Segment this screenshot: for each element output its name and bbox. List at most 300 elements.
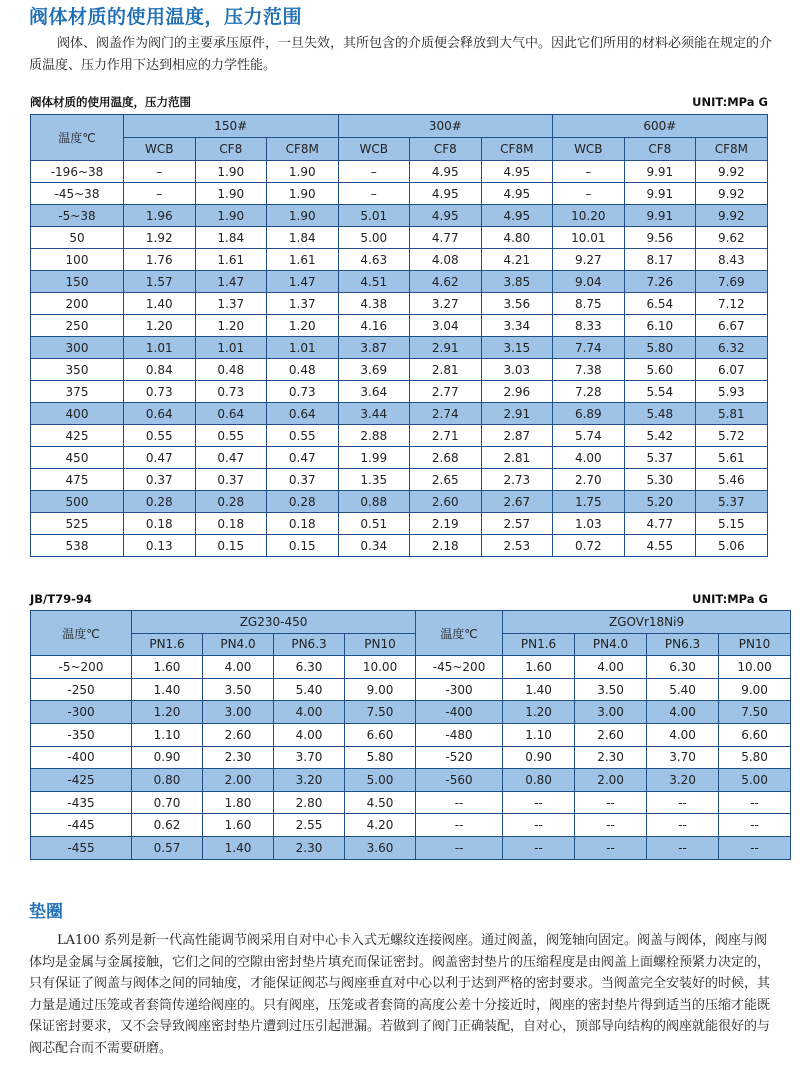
- pressure-cell: 4.62: [410, 271, 482, 293]
- pressure-cell: 0.37: [195, 469, 267, 491]
- temp-header-left: 温度℃: [31, 611, 132, 656]
- temperature-cell: -300: [416, 678, 503, 701]
- pressure-cell: --: [503, 836, 575, 859]
- temperature-cell: 400: [31, 403, 124, 425]
- temperature-cell: -435: [31, 791, 132, 814]
- pressure-cell: 0.64: [124, 403, 196, 425]
- temperature-cell: -425: [31, 769, 132, 792]
- pressure-cell: 9.92: [696, 205, 768, 227]
- pressure-cell: 5.80: [719, 746, 791, 769]
- pressure-cell: 5.48: [624, 403, 696, 425]
- pressure-cell: 2.53: [481, 535, 553, 557]
- table-row: [31, 227, 768, 249]
- temperature-cell: 50: [31, 227, 124, 249]
- temperature-cell: 200: [31, 293, 124, 315]
- temperature-cell: -45~38: [31, 183, 124, 205]
- pressure-cell: 1.90: [267, 183, 339, 205]
- pressure-cell: 1.40: [503, 678, 575, 701]
- pressure-cell: 9.91: [624, 205, 696, 227]
- class-150-header: 150#: [124, 115, 339, 138]
- pressure-cell: 4.80: [481, 227, 553, 249]
- temperature-cell: 300: [31, 337, 124, 359]
- pressure-cell: 2.91: [481, 403, 553, 425]
- pressure-cell: 2.87: [481, 425, 553, 447]
- pressure-cell: 5.15: [696, 513, 768, 535]
- pressure-cell: 3.56: [481, 293, 553, 315]
- temperature-cell: -45~200: [416, 656, 503, 679]
- pressure-cell: 6.30: [647, 656, 719, 679]
- pressure-cell: 0.70: [132, 791, 203, 814]
- temperature-cell: 538: [31, 535, 124, 557]
- pressure-cell: 7.28: [553, 381, 625, 403]
- pressure-cell: 7.50: [345, 701, 416, 724]
- pressure-cell: 2.73: [481, 469, 553, 491]
- pressure-cell: 4.00: [553, 447, 625, 469]
- table-row: [31, 447, 768, 469]
- pressure-cell: 2.67: [481, 491, 553, 513]
- table-row: [31, 469, 768, 491]
- pressure-cell: 4.95: [410, 161, 482, 183]
- temperature-cell: -400: [416, 701, 503, 724]
- pressure-cell: 5.54: [624, 381, 696, 403]
- pressure-cell: 3.70: [274, 746, 345, 769]
- table-row: [31, 656, 791, 679]
- pressure-cell: 2.30: [274, 836, 345, 859]
- table-row: [31, 491, 768, 513]
- pressure-cell: 8.33: [553, 315, 625, 337]
- pressure-cell: 1.60: [203, 814, 274, 837]
- pressure-cell: 6.30: [274, 656, 345, 679]
- pressure-cell: --: [647, 836, 719, 859]
- material-right-header: ZGOVr18Ni9: [503, 611, 791, 634]
- temperature-cell: 450: [31, 447, 124, 469]
- pressure-cell: 4.63: [338, 249, 410, 271]
- pressure-cell: 1.75: [553, 491, 625, 513]
- pressure-cell: 0.80: [503, 769, 575, 792]
- pressure-cell: 0.18: [195, 513, 267, 535]
- table-row: [31, 403, 768, 425]
- pressure-cell: 5.37: [696, 491, 768, 513]
- pressure-cell: –: [553, 161, 625, 183]
- table-row: [31, 161, 768, 183]
- pressure-cell: 2.60: [203, 723, 274, 746]
- pressure-cell: 9.62: [696, 227, 768, 249]
- table1-caption: 阀体材质的使用温度，压力范围: [30, 95, 191, 109]
- pressure-cell: 1.92: [124, 227, 196, 249]
- pressure-cell: 2.55: [274, 814, 345, 837]
- pressure-cell: 9.92: [696, 183, 768, 205]
- pressure-cell: –: [553, 183, 625, 205]
- pressure-cell: 5.74: [553, 425, 625, 447]
- pressure-cell: 9.00: [719, 678, 791, 701]
- pressure-cell: --: [575, 814, 647, 837]
- pressure-cell: 1.40: [203, 836, 274, 859]
- pressure-cell: 1.20: [267, 315, 339, 337]
- pressure-cell: 5.06: [696, 535, 768, 557]
- pressure-cell: 0.90: [132, 746, 203, 769]
- pressure-cell: 1.61: [195, 249, 267, 271]
- pressure-cell: --: [647, 791, 719, 814]
- pressure-cell: 3.50: [575, 678, 647, 701]
- temperature-cell: 350: [31, 359, 124, 381]
- pressure-cell: 2.60: [410, 491, 482, 513]
- pressure-cell: 5.30: [624, 469, 696, 491]
- pressure-cell: 0.64: [267, 403, 339, 425]
- pressure-cell: 4.77: [410, 227, 482, 249]
- pressure-cell: 9.91: [624, 161, 696, 183]
- pressure-cell: 2.60: [575, 723, 647, 746]
- pressure-cell: --: [503, 791, 575, 814]
- section-title-materials: 阀体材质的使用温度，压力范围: [29, 6, 303, 28]
- pressure-cell: 4.16: [338, 315, 410, 337]
- pressure-cell: 4.00: [575, 656, 647, 679]
- material-subheader: CF8M: [481, 138, 553, 161]
- pressure-cell: 7.26: [624, 271, 696, 293]
- pressure-cell: 2.30: [203, 746, 274, 769]
- pressure-cell: 3.20: [274, 769, 345, 792]
- table-row: [31, 315, 768, 337]
- pressure-cell: 5.60: [624, 359, 696, 381]
- pressure-cell: 8.17: [624, 249, 696, 271]
- pressure-cell: 1.47: [267, 271, 339, 293]
- pressure-cell: 2.30: [575, 746, 647, 769]
- pressure-cell: 4.95: [481, 183, 553, 205]
- pressure-cell: –: [124, 183, 196, 205]
- pressure-cell: 5.72: [696, 425, 768, 447]
- pressure-cell: --: [503, 814, 575, 837]
- pressure-cell: 1.01: [267, 337, 339, 359]
- pressure-cell: 2.74: [410, 403, 482, 425]
- temperature-cell: 475: [31, 469, 124, 491]
- pressure-cell: 0.28: [195, 491, 267, 513]
- pressure-cell: 4.95: [410, 183, 482, 205]
- pressure-cell: 2.68: [410, 447, 482, 469]
- gasket-paragraph: LA100 系列是新一代高性能调节阀采用自对中心卡入式无螺纹连接阀座。通过阀盖，阀笼轴向固定。阀盖与阀体，阀座与阀体均是金属与金属接触，它们之间的空隙由密封垫片填充而保证密封。阀盖密封垫片的压缩程度是由阀盖上面螺栓预紧力决定的，只有保证了阀盖与阀体之间的同轴度，才能保证阀芯与阀座垂直对中心以利于达到严格的密封要求。当阀盖完全安装好的时候，其力量是通过压笼或者套筒传递给阀座的。只有阀座，压笼或者套筒的高度公差十分接近时，阀座的密封垫片得到适当的压缩才能既保证密封要求，又不会导致阀座密封垫片遭到过压引起泄漏。若做到了阀门正确装配，自对心，顶部导向结构的阀座就能很好的与阀芯配合而不需要研磨。: [29, 933, 771, 1056]
- pressure-cell: 3.03: [481, 359, 553, 381]
- pressure-cell: 3.20: [647, 769, 719, 792]
- class-300-header: 300#: [338, 115, 553, 138]
- temperature-cell: -300: [31, 701, 132, 724]
- intro-paragraph: 阀体、阀盖作为阀门的主要承压原件，一旦失效，其所包含的介质便会释放到大气中。因此它们所用的材料必须能在规定的介质温度、压力作用下达到相应的力学性能。: [29, 36, 773, 73]
- pressure-cell: 2.71: [410, 425, 482, 447]
- table-row: [31, 701, 791, 724]
- pn-subheader: PN10: [719, 633, 791, 656]
- pressure-cell: --: [719, 814, 791, 837]
- temperature-cell: -250: [31, 678, 132, 701]
- pressure-cell: 0.15: [267, 535, 339, 557]
- pressure-cell: 9.92: [696, 161, 768, 183]
- pressure-cell: 2.96: [481, 381, 553, 403]
- pressure-cell: –: [338, 161, 410, 183]
- pressure-cell: 1.90: [267, 205, 339, 227]
- pressure-cell: 8.43: [696, 249, 768, 271]
- pressure-cell: 0.55: [267, 425, 339, 447]
- pressure-cell: 1.90: [267, 161, 339, 183]
- pressure-cell: 5.81: [696, 403, 768, 425]
- pressure-cell: 0.62: [132, 814, 203, 837]
- pressure-cell: 7.69: [696, 271, 768, 293]
- pressure-cell: 1.35: [338, 469, 410, 491]
- temperature-cell: 525: [31, 513, 124, 535]
- pressure-cell: 5.40: [647, 678, 719, 701]
- pressure-cell: 3.85: [481, 271, 553, 293]
- pressure-cell: 3.87: [338, 337, 410, 359]
- temperature-cell: 250: [31, 315, 124, 337]
- pressure-cell: 0.90: [503, 746, 575, 769]
- pressure-temperature-table: [30, 114, 768, 557]
- pressure-cell: 3.34: [481, 315, 553, 337]
- table-row: [31, 723, 791, 746]
- material-subheader: CF8: [410, 138, 482, 161]
- pressure-cell: 5.93: [696, 381, 768, 403]
- pressure-cell: 1.40: [132, 678, 203, 701]
- table-row: [31, 513, 768, 535]
- pressure-cell: 1.90: [195, 205, 267, 227]
- pressure-cell: 0.48: [267, 359, 339, 381]
- pressure-cell: 3.00: [575, 701, 647, 724]
- pressure-cell: 1.80: [203, 791, 274, 814]
- pressure-cell: 6.60: [719, 723, 791, 746]
- pressure-cell: 9.91: [624, 183, 696, 205]
- pressure-cell: 1.20: [132, 701, 203, 724]
- table2-unit: UNIT:MPa G: [692, 592, 768, 606]
- pressure-cell: –: [124, 161, 196, 183]
- temperature-cell: 100: [31, 249, 124, 271]
- pressure-cell: 2.80: [274, 791, 345, 814]
- temperature-cell: -5~200: [31, 656, 132, 679]
- table-row: [31, 249, 768, 271]
- temperature-cell: -480: [416, 723, 503, 746]
- table-row: [31, 381, 768, 403]
- table-row: [31, 535, 768, 557]
- temperature-cell: --: [416, 814, 503, 837]
- pressure-cell: 4.51: [338, 271, 410, 293]
- pressure-cell: 1.84: [195, 227, 267, 249]
- table-row: [31, 293, 768, 315]
- pressure-cell: 2.70: [553, 469, 625, 491]
- pressure-cell: 1.60: [132, 656, 203, 679]
- pressure-cell: 5.00: [338, 227, 410, 249]
- material-subheader: WCB: [553, 138, 625, 161]
- pressure-cell: 1.01: [195, 337, 267, 359]
- temperature-cell: 375: [31, 381, 124, 403]
- pressure-cell: 4.95: [481, 161, 553, 183]
- pressure-cell: 5.80: [624, 337, 696, 359]
- pressure-cell: 10.00: [719, 656, 791, 679]
- pressure-cell: 5.61: [696, 447, 768, 469]
- pressure-cell: 3.64: [338, 381, 410, 403]
- pressure-cell: 10.20: [553, 205, 625, 227]
- temperature-cell: -520: [416, 746, 503, 769]
- pressure-cell: 5.37: [624, 447, 696, 469]
- pressure-cell: 4.00: [274, 723, 345, 746]
- material-left-header: ZG230-450: [132, 611, 416, 634]
- pressure-cell: 2.18: [410, 535, 482, 557]
- pressure-cell: 3.04: [410, 315, 482, 337]
- pressure-cell: 6.67: [696, 315, 768, 337]
- pn-subheader: PN4.0: [575, 633, 647, 656]
- pressure-cell: 7.74: [553, 337, 625, 359]
- pressure-cell: 2.77: [410, 381, 482, 403]
- pressure-cell: 1.01: [124, 337, 196, 359]
- table-row: [31, 425, 768, 447]
- pressure-cell: 4.77: [624, 513, 696, 535]
- table-row: [31, 183, 768, 205]
- pressure-cell: 1.20: [503, 701, 575, 724]
- pressure-cell: 6.54: [624, 293, 696, 315]
- pressure-cell: 4.20: [345, 814, 416, 837]
- pressure-cell: --: [575, 836, 647, 859]
- pressure-cell: 1.40: [124, 293, 196, 315]
- pressure-cell: 4.08: [410, 249, 482, 271]
- pressure-cell: 8.75: [553, 293, 625, 315]
- pressure-cell: 1.57: [124, 271, 196, 293]
- pressure-cell: 0.37: [267, 469, 339, 491]
- table-row: [31, 791, 791, 814]
- temperature-cell: --: [416, 836, 503, 859]
- pn-subheader: PN6.3: [647, 633, 719, 656]
- pressure-cell: 1.37: [195, 293, 267, 315]
- table-row: [31, 746, 791, 769]
- pressure-cell: 0.37: [124, 469, 196, 491]
- pressure-cell: --: [719, 791, 791, 814]
- temperature-cell: -5~38: [31, 205, 124, 227]
- pressure-cell: 4.00: [647, 723, 719, 746]
- pressure-cell: 0.13: [124, 535, 196, 557]
- pressure-cell: 4.00: [274, 701, 345, 724]
- pressure-cell: 2.88: [338, 425, 410, 447]
- temperature-cell: -445: [31, 814, 132, 837]
- pressure-cell: 5.46: [696, 469, 768, 491]
- pressure-cell: 4.95: [410, 205, 482, 227]
- pressure-cell: 5.42: [624, 425, 696, 447]
- pressure-cell: 0.84: [124, 359, 196, 381]
- section-title-gasket: 垫圈: [29, 902, 63, 922]
- material-subheader: WCB: [338, 138, 410, 161]
- pressure-cell: 5.01: [338, 205, 410, 227]
- pressure-cell: 0.73: [124, 381, 196, 403]
- pn-subheader: PN10: [345, 633, 416, 656]
- pressure-cell: 0.15: [195, 535, 267, 557]
- pressure-cell: 4.38: [338, 293, 410, 315]
- pressure-cell: 7.50: [719, 701, 791, 724]
- temp-header-right: 温度℃: [416, 611, 503, 656]
- pressure-cell: 9.27: [553, 249, 625, 271]
- temperature-cell: -560: [416, 769, 503, 792]
- pressure-cell: 4.21: [481, 249, 553, 271]
- pn-subheader: PN4.0: [203, 633, 274, 656]
- pressure-cell: 3.00: [203, 701, 274, 724]
- temperature-cell: --: [416, 791, 503, 814]
- pressure-cell: 1.37: [267, 293, 339, 315]
- pressure-cell: 2.00: [575, 769, 647, 792]
- pressure-cell: 0.80: [132, 769, 203, 792]
- pressure-cell: 4.00: [203, 656, 274, 679]
- pressure-cell: 0.48: [195, 359, 267, 381]
- pressure-cell: 0.57: [132, 836, 203, 859]
- pressure-cell: 3.44: [338, 403, 410, 425]
- pressure-cell: 3.27: [410, 293, 482, 315]
- pressure-cell: 0.47: [124, 447, 196, 469]
- pressure-cell: 6.60: [345, 723, 416, 746]
- table-row: [31, 678, 791, 701]
- pressure-cell: 0.28: [124, 491, 196, 513]
- pressure-cell: 1.20: [195, 315, 267, 337]
- pressure-cell: 6.07: [696, 359, 768, 381]
- material-subheader: CF8: [195, 138, 267, 161]
- table-row: [31, 337, 768, 359]
- pressure-cell: 2.57: [481, 513, 553, 535]
- pressure-cell: 1.47: [195, 271, 267, 293]
- pressure-cell: 2.19: [410, 513, 482, 535]
- pressure-cell: 2.00: [203, 769, 274, 792]
- pressure-cell: –: [338, 183, 410, 205]
- pressure-cell: 0.64: [195, 403, 267, 425]
- pressure-cell: 3.69: [338, 359, 410, 381]
- pressure-cell: 1.90: [195, 161, 267, 183]
- temperature-cell: 425: [31, 425, 124, 447]
- pn-subheader: PN6.3: [274, 633, 345, 656]
- pressure-cell: 1.99: [338, 447, 410, 469]
- pressure-cell: 1.10: [132, 723, 203, 746]
- pressure-cell: 2.65: [410, 469, 482, 491]
- pressure-cell: 9.56: [624, 227, 696, 249]
- pressure-cell: 1.96: [124, 205, 196, 227]
- pn-subheader: PN1.6: [503, 633, 575, 656]
- pressure-cell: 2.91: [410, 337, 482, 359]
- table-row: [31, 769, 791, 792]
- pressure-cell: 3.50: [203, 678, 274, 701]
- pressure-cell: 0.28: [267, 491, 339, 513]
- pressure-cell: 10.01: [553, 227, 625, 249]
- table1-unit: UNIT:MPa G: [692, 95, 768, 109]
- pressure-cell: 0.51: [338, 513, 410, 535]
- material-subheader: CF8M: [267, 138, 339, 161]
- pressure-cell: 4.00: [647, 701, 719, 724]
- temperature-cell: 150: [31, 271, 124, 293]
- pressure-cell: 0.18: [124, 513, 196, 535]
- pressure-cell: 1.03: [553, 513, 625, 535]
- pressure-cell: 1.60: [503, 656, 575, 679]
- pressure-cell: 5.00: [345, 769, 416, 792]
- pressure-cell: 10.00: [345, 656, 416, 679]
- pressure-cell: 1.10: [503, 723, 575, 746]
- table-row: [31, 836, 791, 859]
- pressure-cell: 3.70: [647, 746, 719, 769]
- pressure-cell: 6.32: [696, 337, 768, 359]
- pressure-cell: 0.47: [267, 447, 339, 469]
- pressure-cell: 2.81: [410, 359, 482, 381]
- pressure-cell: 3.15: [481, 337, 553, 359]
- pressure-cell: 0.55: [124, 425, 196, 447]
- pressure-cell: --: [719, 836, 791, 859]
- pressure-cell: 9.04: [553, 271, 625, 293]
- pressure-cell: 1.61: [267, 249, 339, 271]
- table-row: [31, 271, 768, 293]
- pressure-cell: 4.95: [481, 205, 553, 227]
- pressure-cell: 1.90: [195, 183, 267, 205]
- table2-caption: JB/T79-94: [30, 592, 92, 606]
- pressure-cell: 6.10: [624, 315, 696, 337]
- pressure-cell: 0.73: [195, 381, 267, 403]
- pressure-cell: 5.80: [345, 746, 416, 769]
- temperature-cell: -350: [31, 723, 132, 746]
- pressure-cell: --: [647, 814, 719, 837]
- pressure-cell: 3.60: [345, 836, 416, 859]
- jb-t79-pressure-table: [30, 610, 791, 860]
- pressure-cell: 6.89: [553, 403, 625, 425]
- pressure-cell: --: [575, 791, 647, 814]
